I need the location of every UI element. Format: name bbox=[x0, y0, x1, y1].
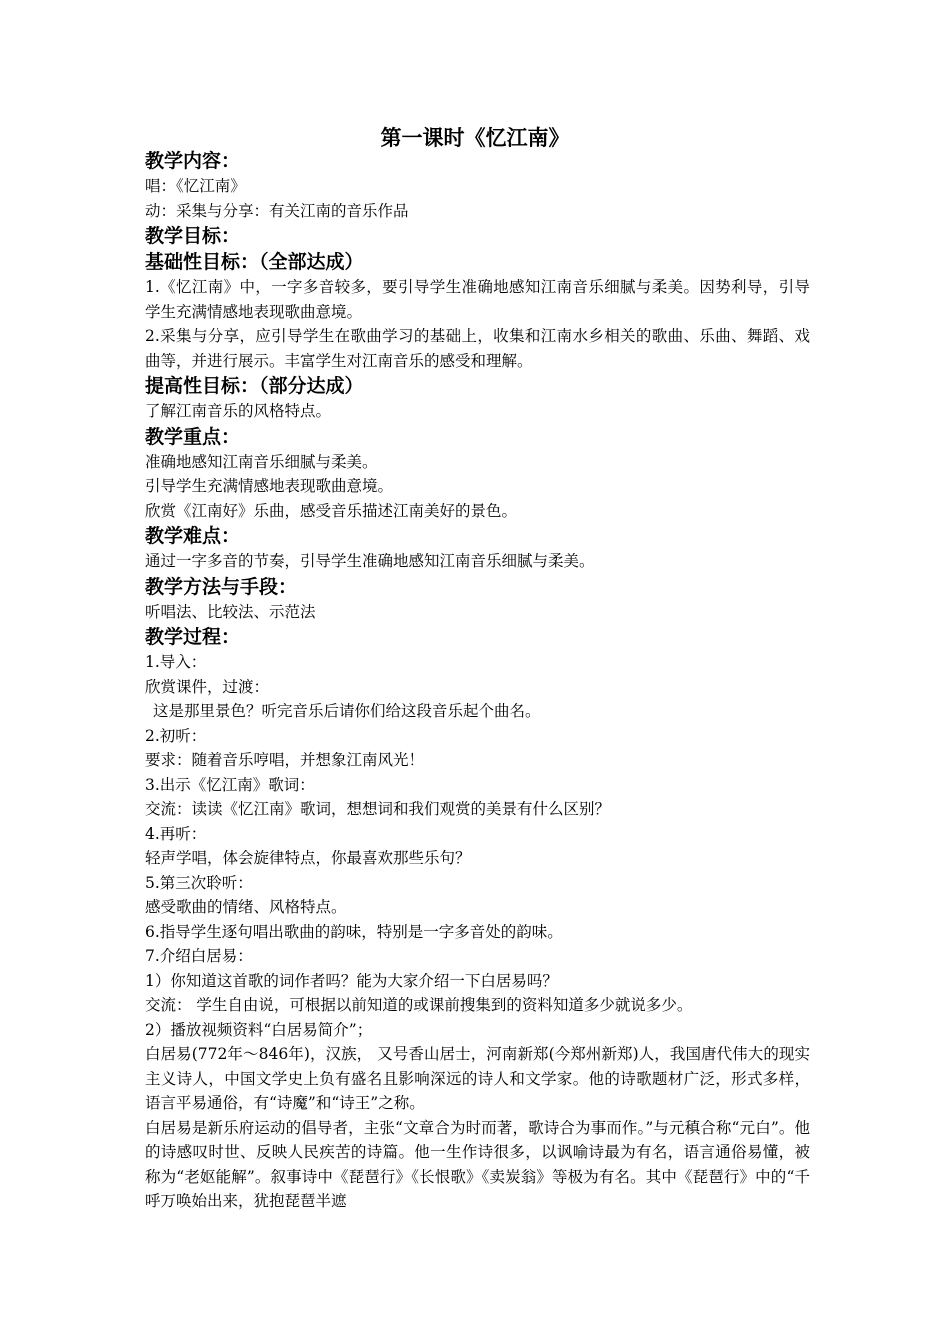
document-body bbox=[145, 148, 810, 1214]
paragraph: 了解江南音乐的风格特点。 bbox=[145, 402, 332, 420]
paragraph: 白居易是新乐府运动的倡导者，主张“文章合为时而著，歌诗合为事而作。”与元稹合称“元白”。他的诗感叹时世、反映人民疾苦的诗篇。他一生作诗很多，以讽喻诗最为有名，语言通俗易懂，被称为“老妪能解”。叙事诗中《琵琶行》《长恨歌》《卖炭翁》等极为有名。其中《琵琶行》中的“千呼万唤始出来，犹抱琵琶半遮 bbox=[145, 1118, 810, 1210]
paragraph: 7.介绍白居易： bbox=[145, 947, 253, 965]
paragraph: 感受歌曲的情绪、风格特点。 bbox=[145, 898, 347, 916]
paragraph: 1.导入： bbox=[145, 653, 207, 671]
section-heading: 提高性目标：（部分达成） bbox=[145, 375, 364, 397]
paragraph: 欣赏课件，过渡： bbox=[145, 677, 270, 696]
section-heading: 教学方法与手段： bbox=[145, 575, 298, 598]
paragraph: 1）你知道这首歌的词作者吗？能为大家介绍一下白居易吗？ bbox=[145, 971, 558, 990]
paragraph: 要求：随着音乐哼唱，并想象江南风光！ bbox=[145, 751, 425, 769]
paragraph: 4.再听： bbox=[145, 824, 207, 843]
paragraph: 5.第三次聆听： bbox=[145, 873, 253, 892]
paragraph: 交流：读读《忆江南》歌词，想想词和我们观赏的美景有什么区别？ bbox=[145, 800, 611, 818]
paragraph: 1.《忆江南》中，一字多音较多，要引导学生准确地感知江南音乐细腻与柔美。因势利导，引导学生充满情感地表现歌曲意境。 bbox=[145, 278, 810, 321]
paragraph: 准确地感知江南音乐细腻与柔美。 bbox=[145, 452, 378, 471]
paragraph: 唱：《忆江南》 bbox=[145, 177, 246, 195]
paragraph: 2）播放视频资料“白居易简介”； bbox=[145, 1020, 373, 1039]
paragraph: 通过一字多音的节奏，引导学生准确地感知江南音乐细腻与柔美。 bbox=[145, 552, 595, 570]
paragraph: 6.指导学生逐句唱出歌曲的韵味，特别是一字多音处的韵味。 bbox=[145, 922, 563, 941]
paragraph: 2.初听： bbox=[145, 726, 207, 745]
paragraph: 轻声学唱，体会旋律特点，你最喜欢那些乐句？ bbox=[145, 849, 471, 867]
paragraph: 3.出示《忆江南》歌词： bbox=[145, 775, 315, 794]
paragraph: 2.采集与分享，应引导学生在歌曲学习的基础上，收集和江南水乡相关的歌曲、乐曲、舞蹈、戏曲等，并进行展示。丰富学生对江南音乐的感受和理解。 bbox=[145, 327, 810, 370]
section-heading: 基础性目标：（全部达成） bbox=[145, 251, 364, 273]
paragraph: 听唱法、比较法、示范法 bbox=[145, 602, 316, 621]
paragraph: 交流： 学生自由说，可根据以前知道的或课前搜集到的资料知道多少就说多少。 bbox=[145, 996, 693, 1014]
page-title: 第一课时《忆江南》 bbox=[380, 126, 570, 150]
section-heading: 教学目标： bbox=[145, 225, 241, 247]
paragraph: 欣赏《江南好》乐曲，感受音乐描述江南美好的景色。 bbox=[145, 501, 518, 520]
section-heading: 教学重点： bbox=[145, 425, 241, 448]
section-heading: 教学内容： bbox=[145, 150, 241, 172]
paragraph: 动：采集与分享：有关江南的音乐作品 bbox=[145, 201, 409, 220]
section-heading: 教学过程： bbox=[145, 626, 241, 648]
paragraph: 白居易(772年～846年)，汉族， 又号香山居士，河南新郑(今郑州新郑)人，我国唐代伟大的现实主义诗人，中国文学史上负有盛名且影响深远的诗人和文学家。他的诗歌题材广泛，形式多样，语言平易通俗，有“诗魔”和“诗王”之称。 bbox=[145, 1045, 810, 1112]
paragraph: 这是那里景色？听完音乐后请你们给这段音乐起个曲名。 bbox=[153, 702, 541, 720]
paragraph: 引导学生充满情感地表现歌曲意境。 bbox=[145, 477, 394, 495]
section-heading: 教学难点： bbox=[145, 525, 241, 547]
